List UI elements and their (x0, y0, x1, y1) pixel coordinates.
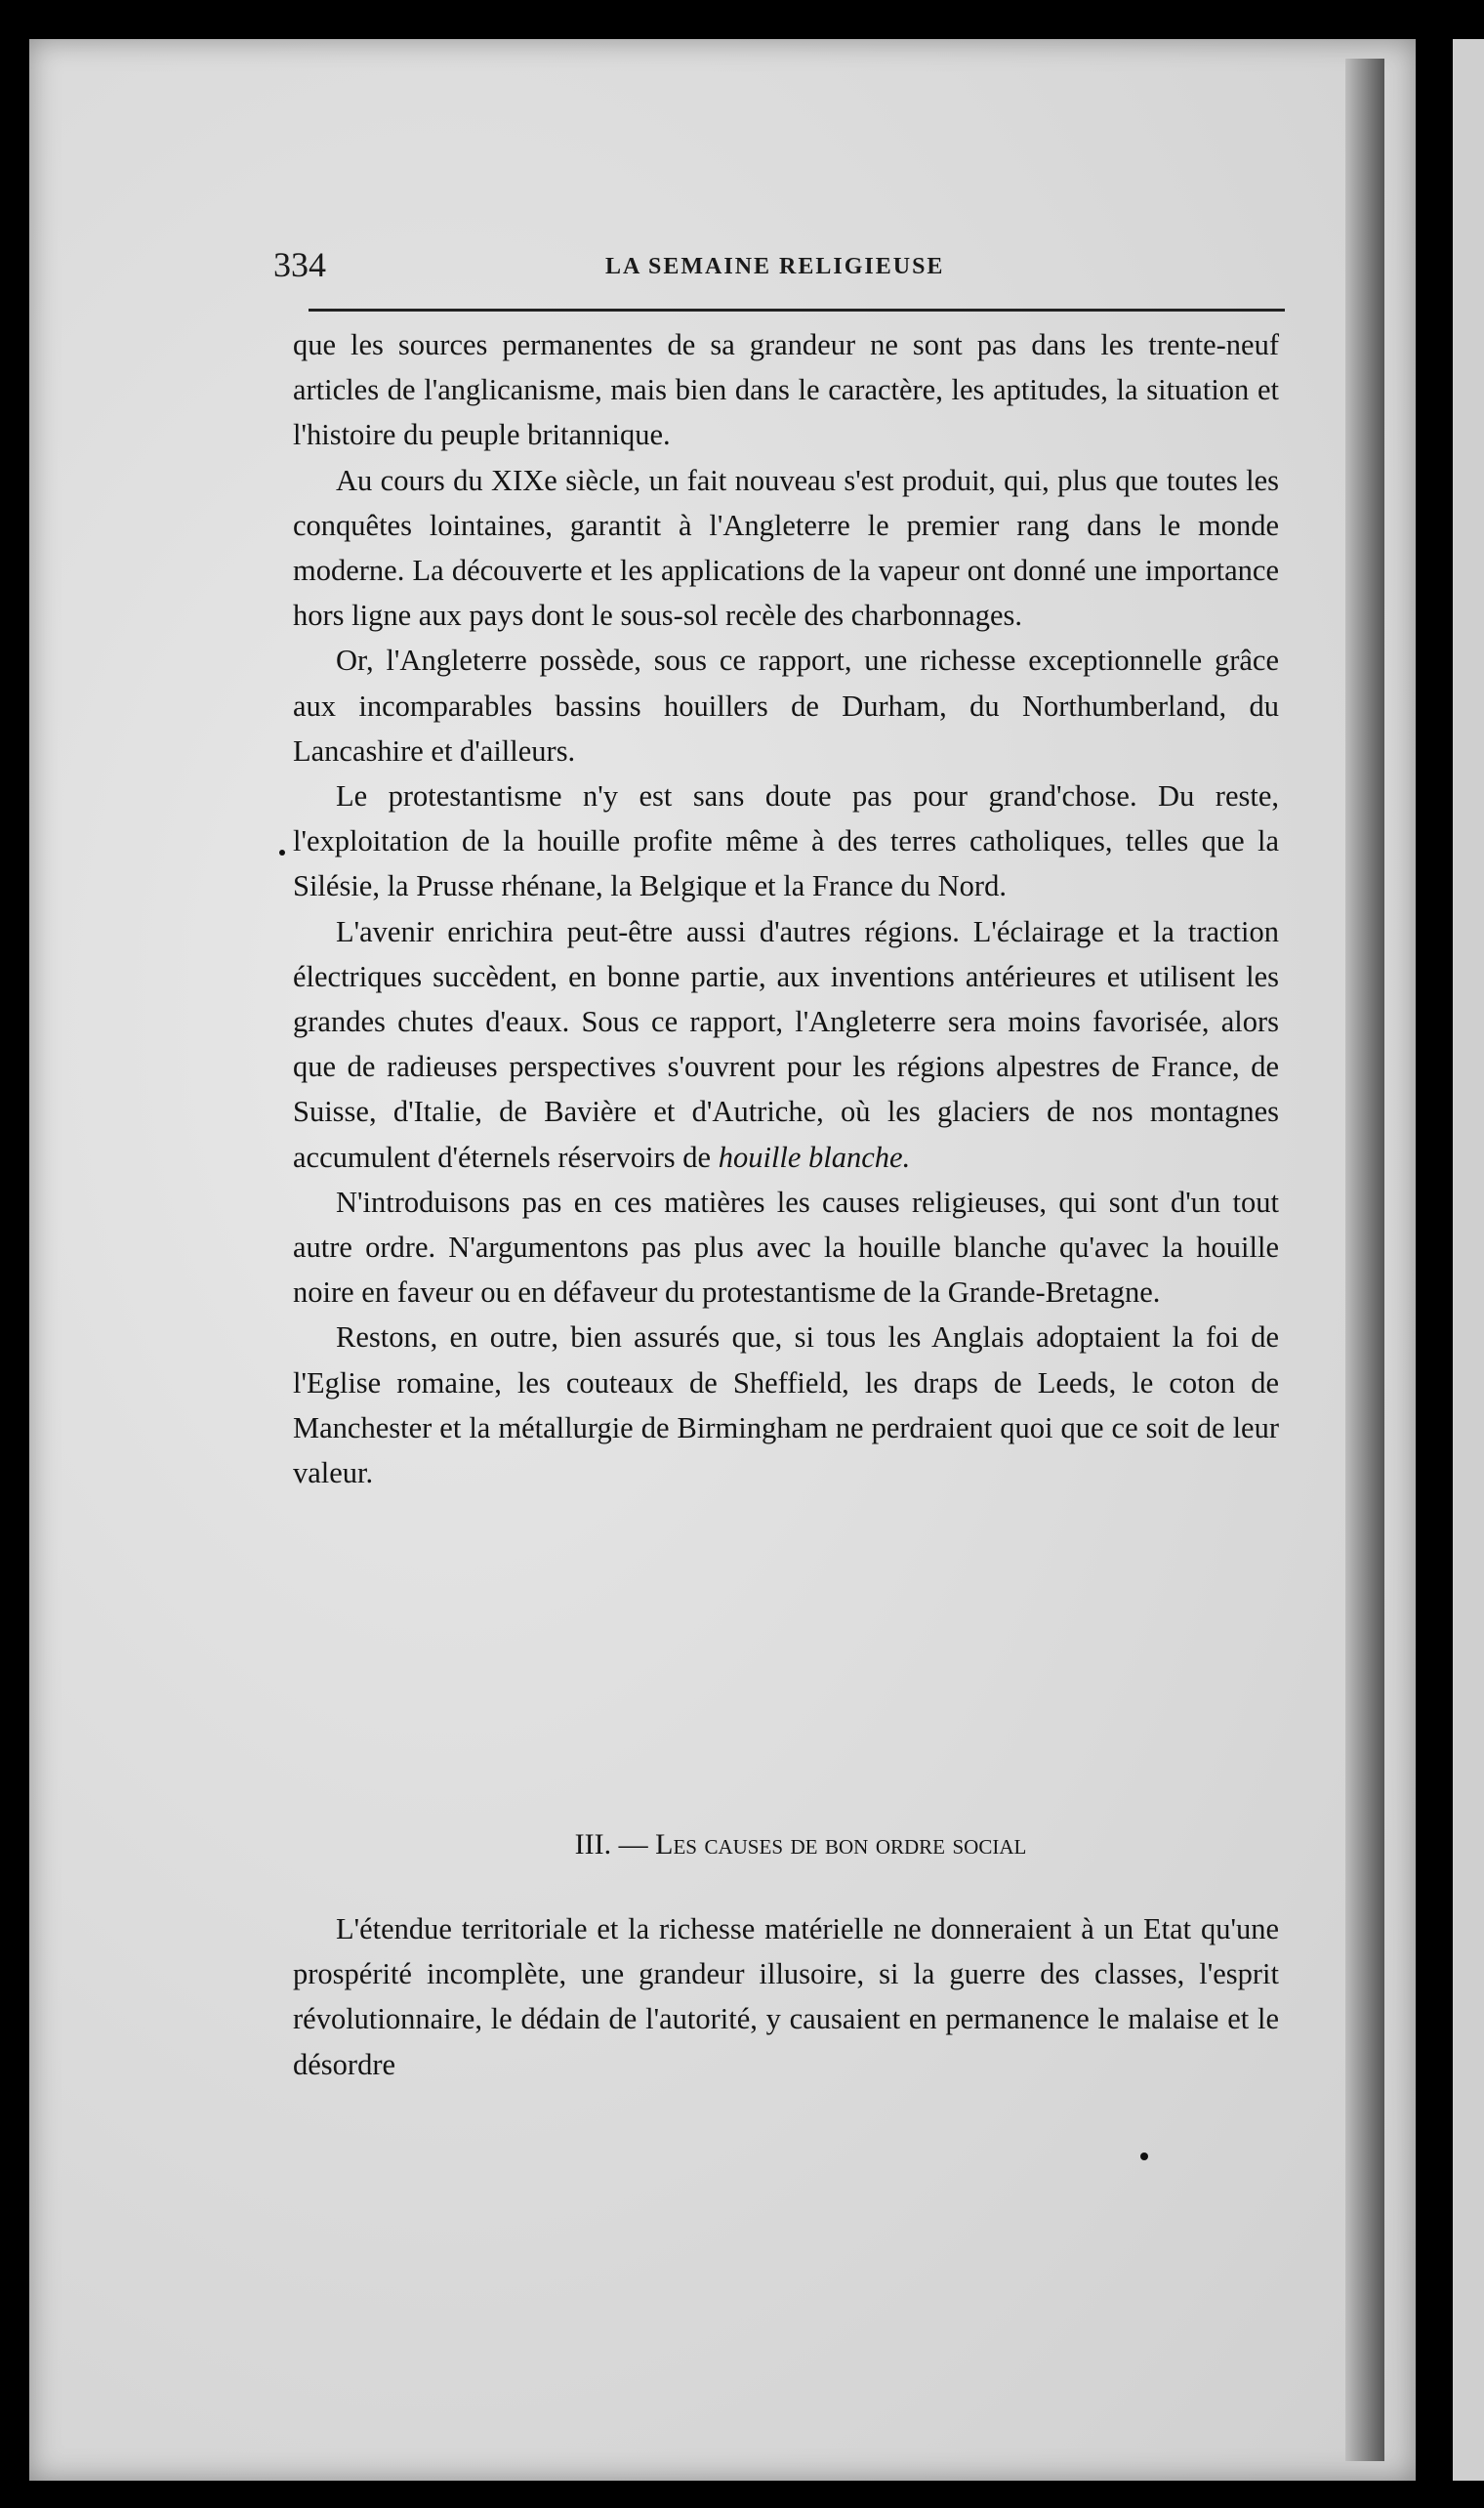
paragraph: Le protestantisme n'y est sans doute pas pour grand'chose. Du reste, l'exploitation de la houille profite même à des terres catholiques, telles que la Silésie, la Prusse rhénane, la Belgique et la France du Nord. (293, 779, 1279, 903)
page-header (273, 244, 1289, 293)
section-title: Les causes de bon ordre social (655, 1828, 1027, 1860)
paragraph: N'introduisons pas en ces matières les causes religieuses, qui sont d'un tout autre ordre. N'argumentons pas plus avec la houille blanche qu'avec la houille noire en faveur ou en défaveur du protestantisme de la Grande-Bretagne. (293, 1185, 1279, 1310)
paragraph: Restons, en outre, bien assurés que, si tous les Anglais adoptaient la foi de l'Eglise romaine, les couteaux de Sheffield, les draps de Leeds, le coton de Manchester et la métallurgie de Birmingham ne perdraient quoi que ce soit de leur valeur. (293, 1320, 1279, 1490)
running-title: LA SEMAINE RELIGIEUSE (605, 254, 945, 279)
section-heading (430, 1828, 1172, 1861)
ink-speck (1140, 2153, 1148, 2160)
paragraph-text: L'avenir enrichira peut-être aussi d'autres régions. L'éclairage et la traction électriques succèdent, en bonne partie, aux inventions antérieures et utilisent les grandes chutes d'eaux. Sous ce rapport, l'Angleterre sera moins favorisée, alors que de radieuses perspectives s'ouvrent pour les régions alpestres de France, de Suisse, d'Italie, de Bavière et d'Autriche, où les glaciers de nos montagnes accumulent d'éternels réservoirs de (293, 914, 1279, 1174)
paragraph: Au cours du XIXe siècle, un fait nouveau s'est produit, qui, plus que toutes les conquêtes lointaines, garantit à l'Angleterre le premier rang dans le monde moderne. La découverte et les applications de la vapeur ont donné une importance hors ligne aux pays dont le sous-sol recèle des charbonnages. (293, 463, 1279, 633)
page-gutter-shadow (1345, 59, 1384, 2461)
paragraph: que les sources permanentes de sa grandeur ne sont pas dans les trente-neuf articles de l'anglicanisme, mais bien dans le caractère, les aptitudes, la situation et l'histoire du peuple britannique. (293, 328, 1279, 452)
adjacent-page-edge (1453, 39, 1484, 2481)
page-number: 334 (273, 245, 326, 284)
paragraph: Or, l'Angleterre possède, sous ce rapport, une richesse exceptionnelle grâce aux incomparables bassins houillers de Durham, du Northumberland, du Lancashire et d'ailleurs. (293, 644, 1279, 768)
main-text (293, 322, 1279, 1495)
ink-speck (279, 850, 285, 856)
paragraph-with-italic (293, 909, 1279, 1180)
section-number: III. — (574, 1828, 648, 1860)
paragraph: L'étendue territoriale et la richesse matérielle ne donneraient à un Etat qu'une prospérité incomplète, une grandeur illusoire, si la guerre des classes, l'esprit révolutionnaire, le dédain de l'autorité, y causaient en permanence le malaise et le désordre (293, 1912, 1279, 2081)
header-rule (309, 309, 1285, 312)
section-text (293, 1906, 1279, 2087)
italic-phrase: houille blanche. (718, 1140, 911, 1174)
